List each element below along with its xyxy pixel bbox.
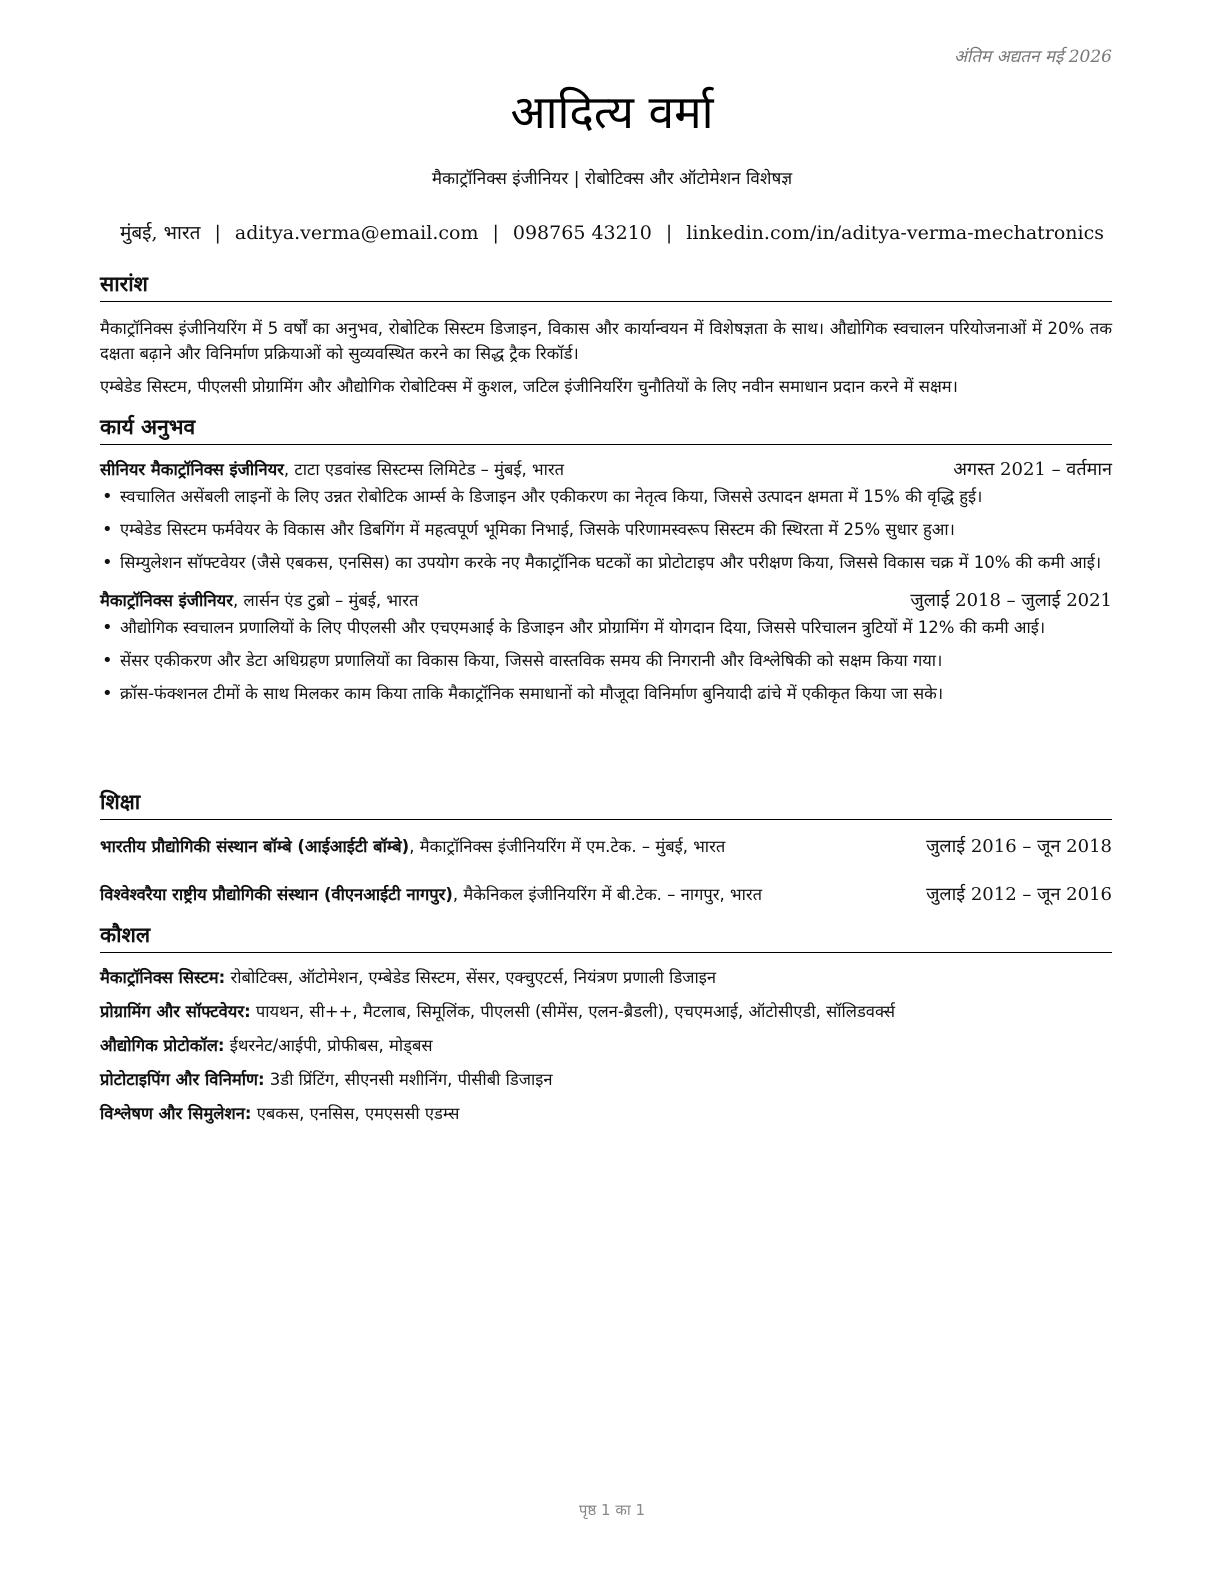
job-bullet: • औद्योगिक स्वचालन प्रणालियों के लिए पीएलसी और एचएमआई के डिजाइन और प्रोग्रामिंग में योगदान दिया, जिससे परिचालन त्रुटियों में 12% की कमी आई। [120, 616, 1112, 639]
skill-row [100, 1097, 1112, 1131]
skill-row [100, 995, 1112, 1029]
contact-email[interactable]: aditya.verma@email.com [234, 222, 479, 244]
experience-heading: कार्य अनुभव [100, 413, 1112, 445]
skill-label: मैकाट्रॉनिक्स सिस्टम: [100, 968, 226, 987]
job-bullets [100, 616, 1112, 705]
contact-line [0, 219, 1224, 245]
job-entry [100, 457, 1112, 574]
education-school: विश्वेश्वरैया राष्ट्रीय प्रौद्योगिकी संस्थान (वीएनआईटी नागपुर) [100, 885, 453, 904]
education-entry [100, 834, 1112, 858]
job-bullets [100, 485, 1112, 574]
contact-phone[interactable]: 098765 43210 [512, 222, 652, 244]
skill-value: रोबोटिक्स, ऑटोमेशन, एम्बेडेड सिस्टम, सेंसर, एक्चुएटर्स, नियंत्रण प्रणाली डिजाइन [225, 968, 717, 987]
job-header [100, 588, 1112, 612]
job-bullet: • क्रॉस-फंक्शनल टीमों के साथ मिलकर काम किया ताकि मैकाट्रॉनिक समाधानों को मौजूदा विनिर्माण बुनियादी ढांचे में एकीकृत किया जा सके। [120, 682, 1112, 705]
job-bullet: • स्वचालित असेंबली लाइनों के लिए उन्नत रोबोटिक आर्म्स के डिजाइन और एकीकरण का नेतृत्व किया, जिससे उत्पादन क्षमता में 15% की वृद्धि हुई। [120, 485, 1112, 508]
education-school: भारतीय प्रौद्योगिकी संस्थान बॉम्बे (आईआईटी बॉम्बे) [100, 837, 410, 856]
education-detail: , मैकाट्रॉनिक्स इंजीनियरिंग में एम.टेक. – मुंबई, भारत [409, 837, 726, 856]
contact-separator: | [492, 222, 499, 244]
job-title: सीनियर मैकाट्रॉनिक्स इंजीनियर [100, 460, 284, 479]
summary-heading: सारांश [100, 270, 1112, 302]
education-section [100, 788, 1112, 906]
job-date: जुलाई 2018 – जुलाई 2021 [910, 590, 1112, 611]
summary-section [100, 270, 1112, 399]
job-header [100, 457, 1112, 481]
job-org: , टाटा एडवांस्ड सिस्टम्स लिमिटेड – मुंबई, भारत [283, 460, 565, 479]
summary-paragraph: एम्बेडेड सिस्टम, पीएलसी प्रोग्रामिंग और औद्योगिक रोबोटिक्स में कुशल, जटिल इंजीनियरिंग चुनौतियों के लिए नवीन समाधान प्रदान करने में सक्षम। [100, 377, 958, 396]
job-entry [100, 588, 1112, 705]
job-org: , लार्सन एंड टुब्रो – मुंबई, भारत [233, 591, 419, 610]
skill-label: विश्लेषण और सिमुलेशन: [100, 1104, 252, 1123]
skill-row [100, 1063, 1112, 1097]
skill-row [100, 961, 1112, 995]
skills-heading: कौशल [100, 921, 1112, 953]
summary-paragraph: मैकाट्रॉनिक्स इंजीनियरिंग में 5 वर्षों का अनुभव, रोबोटिक सिस्टम डिजाइन, विकास और कार्यान्वयन में विशेषज्ञता के साथ। औद्योगिक स्वचालन परियोजनाओं में 20% तक दक्षता बढ़ाने और विनिर्माण प्रक्रियाओं को सुव्यवस्थित करने का सिद्ध ट्रैक रिकॉर्ड। [100, 319, 1112, 363]
education-detail: , मैकेनिकल इंजीनियरिंग में बी.टेक. – नागपुर, भारत [452, 885, 763, 904]
last-updated: अंतिम अद्यतन मई 2026 [953, 47, 1112, 67]
job-bullet: • एम्बेडेड सिस्टम फर्मवेयर के विकास और डिबगिंग में महत्वपूर्ण भूमिका निभाई, जिसके परिणामस्वरूप सिस्टम की स्थिरता में 25% सुधार हुआ। [120, 518, 1112, 541]
candidate-subtitle: मैकाट्रॉनिक्स इंजीनियर | रोबोटिक्स और ऑटोमेशन विशेषज्ञ [431, 169, 793, 189]
skill-value: एबकस, एनसिस, एमएससी एडम्स [251, 1104, 460, 1123]
experience-section [100, 413, 1112, 715]
job-bullet: • सिम्युलेशन सॉफ्टवेयर (जैसे एबकस, एनसिस) का उपयोग करके नए मैकाट्रॉनिक घटकों का प्रोटोटाइप और परीक्षण किया, जिससे विकास चक्र में 10% की कमी आई। [120, 551, 1112, 574]
skill-row [100, 1029, 1112, 1063]
education-date: जुलाई 2012 – जून 2016 [926, 884, 1112, 905]
skill-label: औद्योगिक प्रोटोकॉल: [100, 1036, 225, 1055]
skill-value: पायथन, सी++, मैटलाब, सिमूलिंक, पीएलसी (सीमेंस, एलन-ब्रैडली), एचएमआई, ऑटोसीएडी, सॉलिडवर्क्स [250, 1002, 896, 1021]
education-heading: शिक्षा [100, 788, 1112, 820]
education-entry [100, 882, 1112, 906]
contact-separator: | [214, 222, 221, 244]
contact-linkedin[interactable]: linkedin.com/in/aditya-verma-mechatronics [686, 222, 1105, 244]
candidate-name: आदित्य वर्मा [510, 85, 714, 139]
contact-location: मुंबई, भारत [119, 222, 201, 244]
skill-label: प्रोटोटाइपिंग और विनिर्माण: [100, 1070, 265, 1089]
education-date: जुलाई 2016 – जून 2018 [926, 836, 1112, 857]
job-title: मैकाट्रॉनिक्स इंजीनियर [100, 591, 233, 610]
job-date: अगस्त 2021 – वर्तमान [953, 459, 1112, 480]
skill-value: 3डी प्रिंटिंग, सीएनसी मशीनिंग, पीसीबी डिजाइन [264, 1070, 553, 1089]
skill-label: प्रोग्रामिंग और सॉफ्टवेयर: [100, 1002, 251, 1021]
job-bullet: • सेंसर एकीकरण और डेटा अधिग्रहण प्रणालियों का विकास किया, जिससे वास्तविक समय की निगरानी और विश्लेषिकी को सक्षम किया गया। [120, 649, 1112, 672]
skill-value: ईथरनेट/आईपी, प्रोफीबस, मोड्बस [224, 1036, 433, 1055]
contact-separator: | [665, 222, 673, 244]
skills-section [100, 921, 1112, 1131]
page-number: पृष्ठ 1 का 1 [578, 1501, 646, 1519]
